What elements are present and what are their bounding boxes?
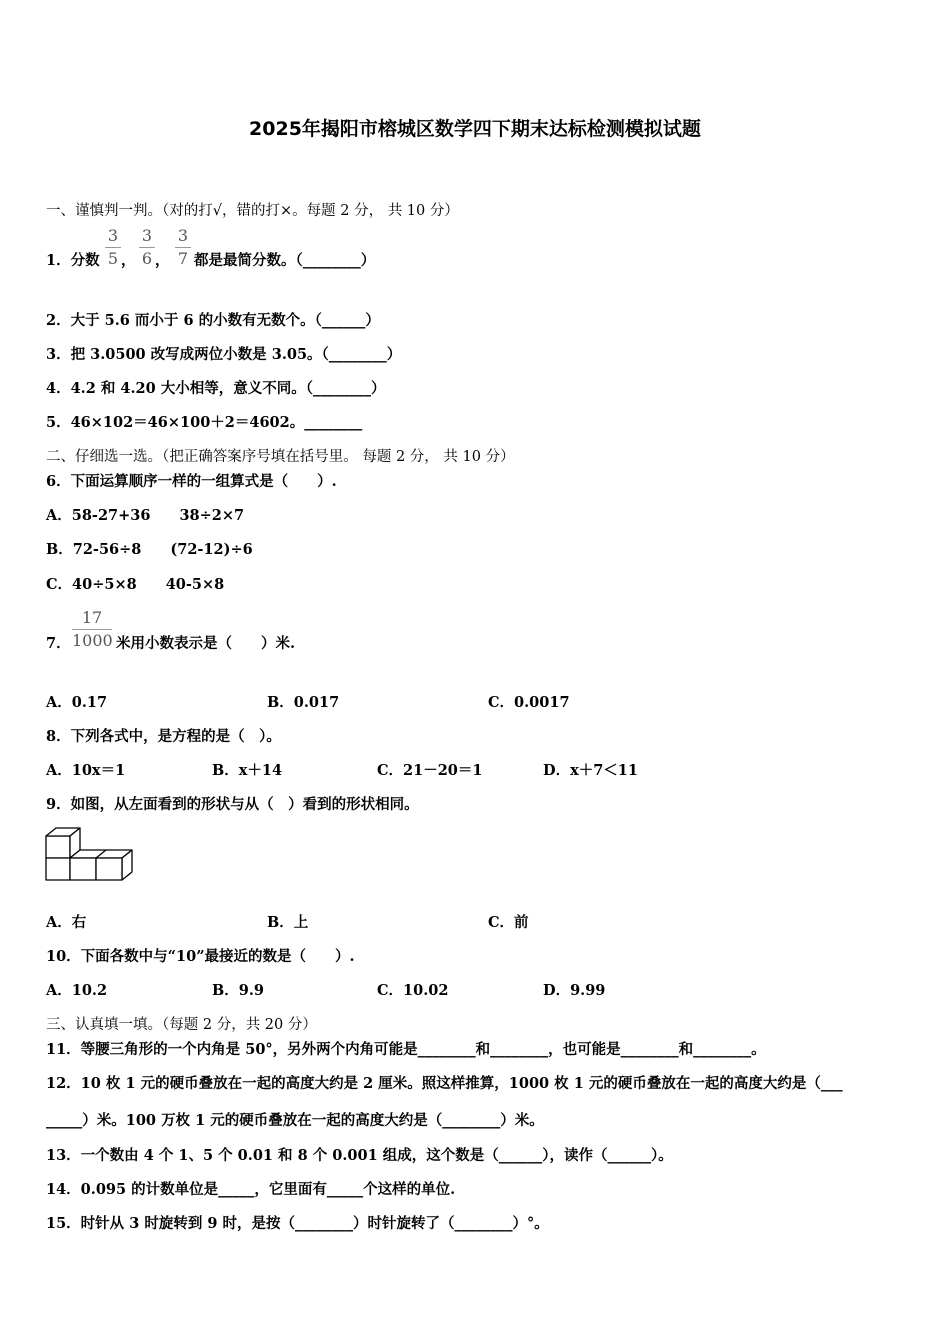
q8-option-d: D．x＋7＜11 bbox=[543, 762, 638, 779]
q7-fraction-denominator: 1000 bbox=[72, 631, 113, 650]
q1-fraction-3-numerator: 3 bbox=[177, 226, 189, 245]
q9-cube-figure bbox=[44, 824, 136, 884]
q10-stem: 10．下面各数中与“10”最接近的数是（ ）. bbox=[46, 948, 355, 965]
q13: 13．一个数由 4 个 1、5 个 0.01 和 8 个 0.001 组成，这个数是（______），读作（______）。 bbox=[46, 1147, 673, 1164]
q1-fraction-3-denominator: 7 bbox=[177, 249, 189, 268]
q9-cube-top-front bbox=[46, 836, 70, 858]
q8-option-a: A．10x＝1 bbox=[46, 762, 126, 779]
q11: 11．等腰三角形的一个内角是 50°，另外两个内角可能是________和________，也可能是________和________。 bbox=[46, 1041, 766, 1058]
q10-option-a: A．10.2 bbox=[46, 982, 108, 999]
q10-option-b: B．9.9 bbox=[212, 982, 264, 999]
q1-sep1: ， bbox=[121, 252, 136, 269]
q7-fraction bbox=[72, 608, 112, 651]
q7-option-b: B．0.017 bbox=[267, 694, 340, 711]
q10-option-d: D．9.99 bbox=[543, 982, 606, 999]
q1-sep2: ， bbox=[155, 252, 170, 269]
q7-fraction-numerator: 17 bbox=[81, 608, 103, 627]
q5: 5．46×102＝46×100＋2＝4602。________ bbox=[46, 414, 363, 431]
q15: 15．时针从 3 时旋转到 9 时，是按（________）时针旋转了（________）°。 bbox=[46, 1215, 549, 1232]
q6-option-c: C．40÷5×8 40-5×8 bbox=[46, 576, 225, 593]
q1-fraction-1-denominator: 5 bbox=[107, 249, 119, 268]
q7-option-a: A．0.17 bbox=[46, 694, 108, 711]
q9-stem: 9．如图，从左面看到的形状与从（ ）看到的形状相同。 bbox=[46, 796, 419, 813]
q1-fraction-2-numerator: 3 bbox=[141, 226, 153, 245]
q12-line2: _____）米。100 万枚 1 元的硬币叠放在一起的高度大约是（________）米。 bbox=[46, 1112, 544, 1129]
q14: 14．0.095 的计数单位是_____，它里面有_____个这样的单位. bbox=[46, 1181, 456, 1198]
q9-cube-1-front bbox=[46, 858, 70, 880]
q9-option-b: B．上 bbox=[267, 914, 309, 931]
q10-option-c: C．10.02 bbox=[377, 982, 449, 999]
q6-option-b: B．72-56÷8 (72-12)÷6 bbox=[46, 541, 253, 558]
q8-option-c: C．21－20＝1 bbox=[377, 762, 483, 779]
page-title: 2025年揭阳市榕城区数学四下期末达标检测模拟试题 bbox=[249, 118, 701, 140]
q12-line1: 12．10 枚 1 元的硬币叠放在一起的高度大约是 2 厘米。照这样推算，1000 枚 1 元的硬币叠放在一起的高度大约是（___ bbox=[46, 1075, 843, 1092]
q3: 3．把 3.0500 改写成两位小数是 3.05。（________） bbox=[46, 346, 402, 363]
section2-heading: 二、仔细选一选。（把正确答案序号填在括号里。 每题 2 分， 共 10 分） bbox=[46, 449, 515, 465]
q9-cube-3-front bbox=[96, 858, 122, 880]
section3-heading: 三、认真填一填。（每题 2 分，共 20 分） bbox=[46, 1017, 317, 1033]
q7-option-c: C．0.0017 bbox=[488, 694, 570, 711]
q4: 4．4.2 和 4.20 大小相等，意义不同。（________） bbox=[46, 380, 386, 397]
q7-suffix: 米用小数表示是（ ）米. bbox=[116, 635, 296, 652]
q8-stem: 8．下列各式中，是方程的是（ ）。 bbox=[46, 728, 281, 745]
q1 bbox=[46, 252, 100, 270]
q7-prefix: 7． bbox=[46, 635, 71, 652]
q1-fraction-1-numerator: 3 bbox=[107, 226, 119, 245]
q9-option-c: C．前 bbox=[488, 914, 529, 931]
q8-option-b: B．x＋14 bbox=[212, 762, 283, 779]
q6-option-a: A．58-27+36 38÷2×7 bbox=[46, 507, 245, 524]
q9-cube-2-front bbox=[70, 858, 96, 880]
q1-fraction-1 bbox=[105, 226, 121, 269]
q2: 2．大于 5.6 而小于 6 的小数有无数个。（______） bbox=[46, 312, 380, 329]
section1-heading: 一、谨慎判一判。（对的打√，错的打×。每题 2 分， 共 10 分） bbox=[46, 203, 459, 219]
q9-option-a: A．右 bbox=[46, 914, 87, 931]
q1-fraction-3 bbox=[175, 226, 191, 269]
q1-suffix: 都是最简分数。（________） bbox=[194, 252, 376, 269]
q6-stem: 6．下面运算顺序一样的一组算式是（ ）. bbox=[46, 473, 337, 490]
q1-fraction-2 bbox=[139, 226, 155, 269]
q1-fraction-2-denominator: 6 bbox=[141, 249, 153, 268]
q1-prefix: 1．分数 bbox=[46, 252, 100, 269]
